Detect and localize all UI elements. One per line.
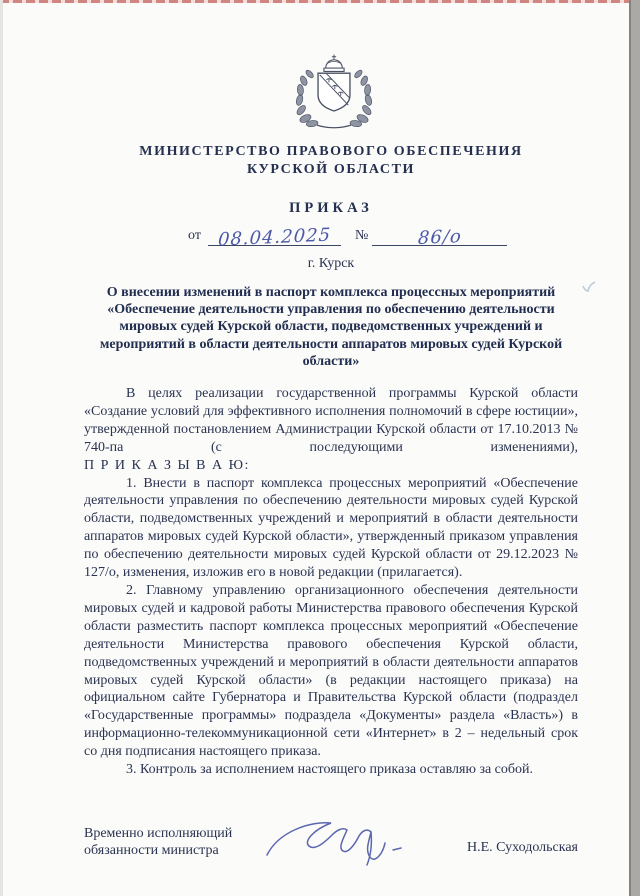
order-heading: ПРИКАЗ — [289, 200, 373, 216]
scan-left-edge — [0, 0, 3, 896]
signer-position — [84, 825, 259, 860]
signer-position-line2: обязанности министра — [84, 843, 219, 858]
signature-block — [84, 815, 578, 869]
order-item-3: 3. Контроль за исполнением настоящего приказа оставляю за собой. — [126, 762, 534, 778]
ministry-name — [84, 143, 578, 178]
pen-check-mark — [581, 281, 597, 295]
number-label: № — [354, 228, 369, 243]
number-underline — [372, 224, 507, 249]
date-label: от — [188, 228, 201, 243]
order-body — [84, 385, 578, 779]
ministry-name-line1: МИНИСТЕРСТВО ПРАВОВОГО ОБЕСПЕЧЕНИЯ — [139, 144, 523, 159]
intro-paragraph: В целях реализации государственной программы Курской области «Создание условий для эффективного исполнения полномочий в сфере юстиции», утвержденной постановлением Администрации Курской области от 17.10.2013 № 740-па (с последующими изменениями), — [84, 386, 578, 455]
order-item-1: 1. Внести в паспорт комплекса процессных мероприятий «Обеспечение деятельности управления по обеспечению деятельности мировых судей Курской области, подведомственных учреждений и мероприятий в области деятельности аппаратов мировых судей Курской области», утвержденный приказом управления по обеспечению деятельности мировых судей Курской области от 29.12.2023 № 127/о, изменения, изложив его в новой редакции (прилагается). — [84, 475, 578, 581]
city-line: г. Курск — [307, 256, 355, 271]
scan-right-edge-shadow — [629, 0, 640, 896]
ministry-name-line2: КУРСКОЙ ОБЛАСТИ — [246, 161, 416, 177]
signer-position-line1: Временно исполняющий — [84, 825, 233, 841]
handwritten-date: 08.04.2025 — [217, 224, 332, 251]
signer-name: Н.Е. Суходольская — [467, 840, 578, 855]
scan-top-dashed-line — [0, 0, 640, 3]
kursk-oblast-coat-of-arms-icon — [292, 52, 376, 138]
handwritten-number: 86/о — [417, 226, 463, 249]
date-underline — [208, 224, 341, 251]
handwritten-signature — [259, 815, 434, 869]
order-item-2: 2. Главному управлению организационного обеспечения деятельности мировых судей и кадровой работы Министерства правового обеспечения Курской области разместить паспорт комплекса процессных мероприятий «Обеспечение деятельности Министерства правового обеспечения Курской области, подведомственных учреждений и мероприятий в области деятельности аппаратов мировых судей Курской области» (в редакции настоящего приказа) на официальном сайте Губернатора и Правительства Курской области (подраздел «Государственные программы» подраздела «Документы» раздела «Власть») в информационно-телекоммуникационной сети «Интернет» в 2 – недельный срок со дня подписания настоящего приказа. — [84, 582, 578, 760]
decree-word: П Р И К А З Ы В А Ю: — [84, 457, 250, 473]
order-date-number-row — [84, 224, 578, 251]
document-title: О внесении изменений в паспорт комплекса процессных мероприятий «Обеспечение деятельности управления по обеспечению деятельности мировых судей Курской области, подведомственных учреждений и мероприятий в области деятельности аппаратов мировых судей Курской области» — [99, 285, 563, 369]
